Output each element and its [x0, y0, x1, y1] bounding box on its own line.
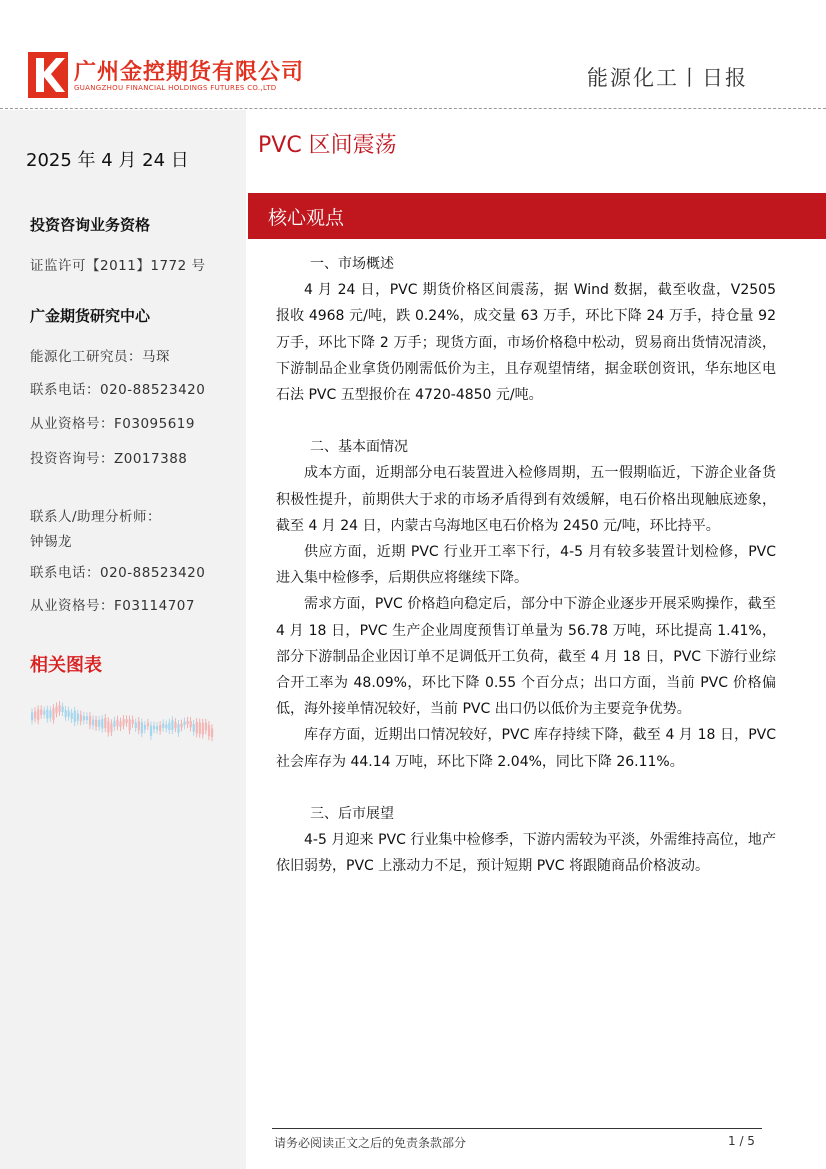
thumbnail-candle [165, 725, 167, 729]
thumbnail-candle [193, 724, 195, 732]
core-view-banner [248, 193, 826, 239]
consult-no: 投资咨询号：Z0017388 [30, 451, 188, 467]
thumbnail-candle [74, 711, 76, 722]
thumbnail-candle [34, 711, 36, 718]
thumbnail-candle [113, 721, 115, 727]
report-date: 2025 年 4 月 24 日 [26, 150, 189, 171]
thumbnail-candle [86, 716, 88, 720]
thumbnail-candle [147, 723, 149, 726]
thumbnail-candle [180, 724, 182, 728]
thumbnail-candle [98, 720, 100, 727]
thumbnail-candle [110, 723, 112, 732]
core-view-title: 核心观点 [268, 207, 345, 229]
thumbnail-candle [101, 719, 103, 729]
contact-label: 联系人/助理分析师： [30, 509, 162, 525]
thumbnail-candle [211, 728, 213, 737]
qualification-title: 投资咨询业务资格 [30, 216, 151, 234]
report-body [276, 251, 776, 879]
thumbnail-candle [205, 723, 207, 730]
thumbnail-candle [153, 726, 155, 729]
thumbnail-candle [83, 716, 85, 720]
thumbnail-candle [156, 726, 158, 730]
thumbnail-candle [92, 719, 94, 725]
license-number: 证监许可【2011】1772 号 [30, 258, 206, 274]
thumbnail-candle [46, 710, 48, 719]
header-divider [0, 108, 826, 109]
thumbnail-candle [199, 723, 201, 734]
company-name-cn: 广州金控期货有限公司 [74, 60, 305, 85]
thumbnail-candle [116, 720, 118, 727]
qualification-no-1: 从业资格号：F03095619 [30, 416, 195, 432]
thumbnail-candle [40, 709, 42, 715]
company-name-en: GUANGZHOU FINANCIAL HOLDINGS FUTURES CO.,LTD [74, 84, 277, 92]
phone-2: 联系电话：020-88523420 [30, 565, 206, 581]
thumbnail-candle [159, 725, 161, 731]
report-title: PVC 区间震荡 [258, 133, 397, 158]
thumbnail-candle [62, 707, 64, 713]
thumbnail-candle [52, 708, 54, 719]
thumbnail-candle [65, 710, 67, 717]
thumbnail-candle [31, 712, 33, 720]
thumbnail-candle [162, 723, 164, 727]
footer-disclaimer: 请务必阅读正文之后的免责条款部分 [274, 1136, 467, 1150]
thumbnail-candle [104, 718, 106, 728]
thumbnail-candle [119, 722, 121, 727]
qualification-no-2: 从业资格号：F03114707 [30, 598, 195, 614]
contact-name: 钟锡龙 [30, 534, 72, 550]
thumbnail-candle [144, 725, 146, 730]
section-title-outlook: 三、后市展望 [310, 805, 394, 822]
thumbnail-candle [141, 722, 143, 733]
section-title-fundamentals: 二、基本面情况 [310, 439, 408, 456]
paragraph-demand: 需求方面，PVC 价格趋向稳定后，部分中下游企业逐步开展采购操作，截至 4 月 18 日，PVC 生产企业周度预售订单量为 56.78 万吨，环比提高 1.41%，部分下游制品企业因订单不足调低开工负荷，截至 4 月 18 日，PVC 下游行业综合开工率为 48.09%，环比下降 0.55 个百分点；出口方面，当前 PVC 价格偏低，海外接单情况较好，当前 PVC 出口仍以低价为主要竞争优势。 [276, 596, 776, 718]
related-chart-thumbnail[interactable] [28, 690, 218, 802]
phone-1: 联系电话：020-88523420 [30, 382, 206, 398]
thumbnail-candle [129, 719, 131, 730]
thumbnail-candle [126, 719, 128, 723]
thumbnail-candle [135, 723, 137, 728]
footer-divider [272, 1128, 762, 1129]
thumbnail-candle [58, 705, 60, 712]
report-type: 能源化工丨日报 [587, 66, 748, 90]
thumbnail-candle [168, 723, 170, 730]
paragraph-cost: 成本方面，近期部分电石装置进入检修周期，五一假期临近，下游企业备货积极性提升，前期供大于求的市场矛盾得到有效缓解，电石价格出现触底迹象，截至 4 月 24 日，内蒙古乌海地区电石价格为 2450 元/吨，环比持平。 [276, 465, 776, 534]
thumbnail-candle [190, 721, 192, 727]
thumbnail-candle [202, 723, 204, 735]
thumbnail-candle [95, 720, 97, 727]
paragraph-inventory: 库存方面，近期出口情况较好，PVC 库存持续下降，截至 4 月 18 日，PVC 社会库存为 44.14 万吨，环比下降 2.04%，同比下降 26.11%。 [276, 727, 776, 770]
thumbnail-candle [132, 720, 134, 724]
research-center: 广金期货研究中心 [30, 307, 151, 325]
thumbnail-candle [55, 706, 57, 713]
thumbnail-candle [150, 725, 152, 736]
thumbnail-candle [174, 722, 176, 728]
thumbnail-candle [107, 721, 109, 732]
thumbnail-candle [184, 722, 186, 726]
thumbnail-candle [77, 714, 79, 721]
section-title-market: 一、市场概述 [310, 256, 394, 272]
thumbnail-candle [37, 709, 39, 720]
thumbnail-candle [138, 721, 140, 730]
thumbnail-candle [49, 710, 51, 717]
paragraph-market-overview: 4 月 24 日，PVC 期货价格区间震荡，据 Wind 数据，截至收盘，V2505 报收 4968 元/吨，跌 0.24%，成交量 63 万手，环比下降 24 万手，持仓量 92 万手，环比下降 2 万手；现货方面，市场价格稳中松动，贸易商出货情况清淡，下游制品企业拿货仍刚需低价为主，且存观望情绪，据金联创资讯，华东地区电石法 PVC 五型报价在 4720-4850 元/吨。 [276, 282, 776, 404]
page-number: 1 / 5 [728, 1134, 755, 1148]
thumbnail-candle [71, 713, 73, 719]
company-logo-icon [28, 52, 68, 98]
thumbnail-candle [196, 722, 198, 733]
thumbnail-candle [177, 724, 179, 733]
thumbnail-candle [80, 715, 82, 722]
thumbnail-candle [171, 720, 173, 730]
thumbnail-candle [187, 721, 189, 724]
thumbnail-candle [43, 711, 45, 715]
thumbnail-candle [208, 725, 210, 736]
researcher: 能源化工研究员：马琛 [30, 349, 170, 365]
thumbnail-candle [89, 716, 91, 725]
paragraph-supply: 供应方面，近期 PVC 行业开工率下行，4-5 月有较多装置计划检修，PVC 进入集中检修季，后期供应将继续下降。 [276, 544, 776, 587]
thumbnail-candle [68, 711, 70, 717]
thumbnail-candle [123, 719, 125, 725]
related-charts-title: 相关图表 [30, 655, 102, 676]
paragraph-outlook: 4-5 月迎来 PVC 行业集中检修季，下游内需较为平淡，外需维持高位，地产依旧弱势，PVC 上涨动力不足，预计短期 PVC 将跟随商品价格波动。 [276, 832, 776, 875]
